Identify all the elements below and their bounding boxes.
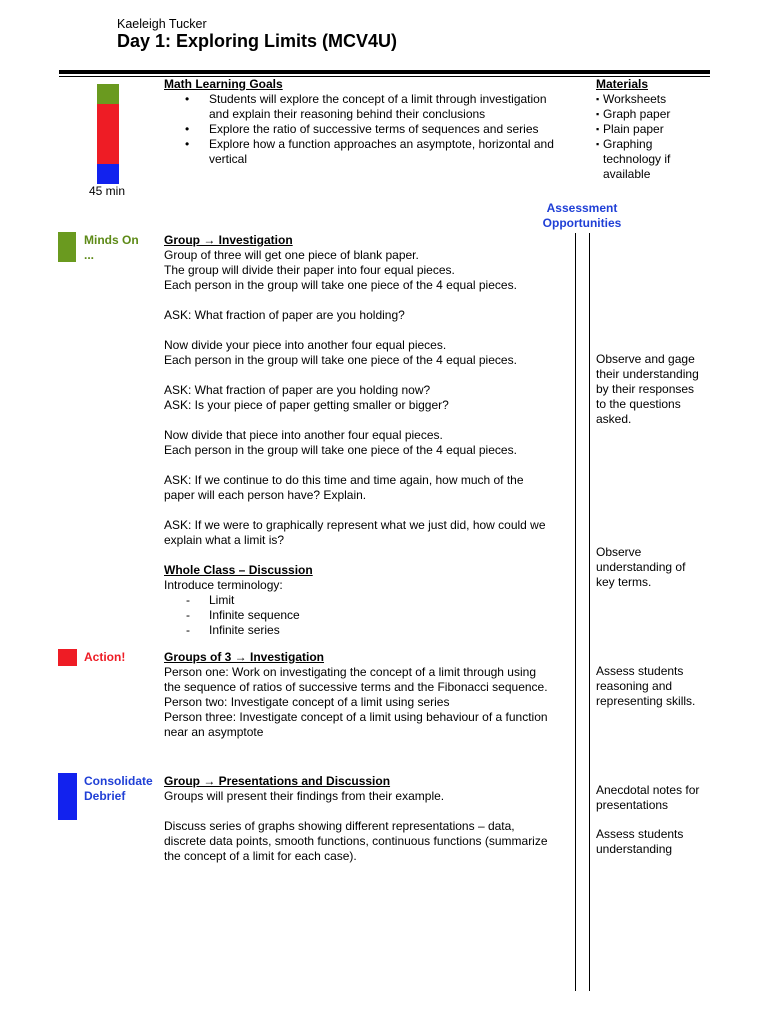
learning-goal-line: Students will explore the concept of a limit through investigation xyxy=(209,92,547,106)
consolidate-content xyxy=(164,774,548,864)
assessment-line: reasoning and xyxy=(596,679,673,693)
terminology-text: Infinite sequence xyxy=(209,608,300,622)
minds-on-label-line: Minds On xyxy=(84,233,139,247)
action-line: Person one: Work on investigating the concept of a limit through using xyxy=(164,665,536,679)
consolidate-line: Discuss series of graphs showing different representations – data, xyxy=(164,819,515,833)
learning-goal-item xyxy=(185,137,584,167)
action-assessment xyxy=(596,664,695,709)
minds-on-line: explain what a limit is? xyxy=(164,533,285,547)
minds-on-line: Now divide your piece into another four equal pieces. xyxy=(164,338,447,352)
material-item xyxy=(596,137,706,182)
learning-goals-heading: Math Learning Goals xyxy=(164,77,283,91)
author-name: Kaeleigh Tucker xyxy=(117,17,207,31)
minds-on-lines xyxy=(164,248,546,548)
material-line: technology if xyxy=(603,152,671,166)
minds-on-line: paper will each person have? Explain. xyxy=(164,488,367,502)
duration-label: 45 min xyxy=(89,184,126,198)
minds-on-assessment-2 xyxy=(596,545,685,590)
material-line: Graphing xyxy=(603,137,653,151)
action-marker xyxy=(58,649,77,666)
bullet-icon: • xyxy=(185,92,190,106)
minds-on-marker xyxy=(58,232,76,262)
action-line: the sequence of ratios of successive terms and the Fibonacci sequence. xyxy=(164,680,548,694)
minds-on-line: Each person in the group will take one piece of the 4 equal pieces. xyxy=(164,278,517,292)
minds-on-line xyxy=(164,413,546,428)
minds-on-line: The group will divide their paper into four equal pieces. xyxy=(164,263,455,277)
consolidate-label xyxy=(84,774,153,804)
minds-on-line: ASK: What fraction of paper are you holding now? xyxy=(164,383,431,397)
minds-on-line xyxy=(164,293,546,308)
consolidate-heading: Group → Presentations and Discussion xyxy=(164,774,391,788)
learning-goal-line: vertical xyxy=(209,152,248,166)
learning-goal-line: Explore the ratio of successive terms of sequences and series xyxy=(209,122,539,136)
assessment-line: key terms. xyxy=(596,575,652,589)
terminology-intro: Introduce terminology: xyxy=(164,578,283,592)
action-heading: Groups of 3 → Investigation xyxy=(164,650,325,664)
action-line: Person two: Investigate concept of a limit using series xyxy=(164,695,450,709)
minds-on-line xyxy=(164,503,546,518)
material-line: Plain paper xyxy=(603,122,664,136)
column-divider xyxy=(589,233,590,991)
consolidate-label-line: Debrief xyxy=(84,789,126,803)
minds-on-line: Group of three will get one piece of blank paper. xyxy=(164,248,419,262)
learning-goal-item xyxy=(185,122,584,137)
minds-on-heading: Group → Investigation xyxy=(164,233,293,247)
learning-goals xyxy=(164,77,584,167)
minds-on-line: ASK: If we were to graphically represent what we just did, how could we xyxy=(164,518,546,532)
minds-on-assessment-1 xyxy=(596,352,699,427)
consolidate-line: discrete data points, smooth functions, continuous functions (summarize xyxy=(164,834,548,848)
action-line: Person three: Investigate concept of a limit using behaviour of a function xyxy=(164,710,548,724)
minds-on-content xyxy=(164,233,546,638)
terminology-text: Limit xyxy=(209,593,235,607)
minds-on-line: Each person in the group will take one piece of the 4 equal pieces. xyxy=(164,353,517,367)
learning-goal-line: Explore how a function approaches an asymptote, horizontal and xyxy=(209,137,554,151)
minds-on-line xyxy=(164,458,546,473)
assessment-line: understanding xyxy=(596,842,673,856)
bullet-icon: ▪ xyxy=(596,139,600,149)
terminology-item xyxy=(164,593,546,608)
material-line: Graph paper xyxy=(603,107,671,121)
learning-goal-line: and explain their reasoning behind their conclusions xyxy=(209,107,486,121)
minds-on-line: ASK: What fraction of paper are you holding? xyxy=(164,308,405,322)
assessment-line: Observe and gage xyxy=(596,352,695,366)
assessment-line: to the questions xyxy=(596,397,681,411)
assessment-heading xyxy=(536,201,628,231)
assessment-line: by their responses xyxy=(596,382,695,396)
dash-icon: - xyxy=(186,608,190,622)
minds-on-label-line: ... xyxy=(84,248,95,262)
assessment-line: their understanding xyxy=(596,367,699,381)
time-bar-consolidate xyxy=(97,164,119,184)
page-title: Day 1: Exploring Limits (MCV4U) xyxy=(117,31,398,51)
consolidate-assessment-2 xyxy=(596,827,683,857)
bullet-icon: ▪ xyxy=(596,94,600,104)
action-label: Action! xyxy=(84,650,126,664)
minds-on-line xyxy=(164,323,546,338)
whole-class-heading: Whole Class – Discussion xyxy=(164,563,313,577)
materials-list xyxy=(596,92,706,182)
assessment-line: asked. xyxy=(596,412,632,426)
time-bar-minds-on xyxy=(97,84,119,104)
assessment-line: representing skills. xyxy=(596,694,696,708)
terminology-list xyxy=(164,593,546,638)
action-line: near an asymptote xyxy=(164,725,264,739)
action-lines xyxy=(164,665,548,740)
bullet-icon: • xyxy=(185,122,190,136)
assessment-line: presentations xyxy=(596,798,669,812)
materials-heading: Materials xyxy=(596,77,649,91)
terminology-text: Infinite series xyxy=(209,623,280,637)
bullet-icon: ▪ xyxy=(596,109,600,119)
learning-goals-list xyxy=(164,92,584,167)
time-bar-action xyxy=(97,104,119,164)
minds-on-line: Now divide that piece into another four equal pieces. xyxy=(164,428,443,442)
header-rule-thick xyxy=(59,70,710,74)
minds-on-line: ASK: Is your piece of paper getting smaller or bigger? xyxy=(164,398,449,412)
assessment-line: Assess students xyxy=(596,664,684,678)
material-item xyxy=(596,92,706,107)
material-item xyxy=(596,122,706,137)
consolidate-label-line: Consolidate xyxy=(84,774,153,788)
assessment-line: Assess students xyxy=(596,827,684,841)
materials xyxy=(596,77,706,182)
assessment-line: understanding of xyxy=(596,560,686,574)
action-content xyxy=(164,650,548,740)
material-item xyxy=(596,107,706,122)
dash-icon: - xyxy=(186,623,190,637)
assessment-heading-line: Assessment xyxy=(546,201,618,215)
column-divider xyxy=(575,233,576,991)
material-line: Worksheets xyxy=(603,92,667,106)
consolidate-lines xyxy=(164,789,548,864)
terminology-item xyxy=(164,623,546,638)
bullet-icon: ▪ xyxy=(596,124,600,134)
terminology-item xyxy=(164,608,546,623)
minds-on-line xyxy=(164,368,546,383)
consolidate-assessment-1 xyxy=(596,783,699,813)
consolidate-line: the concept of a limit for each case). xyxy=(164,849,357,863)
consolidate-marker xyxy=(58,773,77,820)
minds-on-line: ASK: If we continue to do this time and time again, how much of the xyxy=(164,473,524,487)
minds-on-line: Each person in the group will take one piece of the 4 equal pieces. xyxy=(164,443,517,457)
dash-icon: - xyxy=(186,593,190,607)
consolidate-line: Groups will present their findings from their example. xyxy=(164,789,445,803)
assessment-line: Anecdotal notes for xyxy=(596,783,700,797)
consolidate-line xyxy=(164,804,548,819)
assessment-heading-line: Opportunities xyxy=(542,216,622,230)
bullet-icon: • xyxy=(185,137,190,151)
assessment-line: Observe xyxy=(596,545,642,559)
minds-on-label xyxy=(84,233,139,263)
material-line: available xyxy=(603,167,651,181)
learning-goal-item xyxy=(185,92,584,122)
